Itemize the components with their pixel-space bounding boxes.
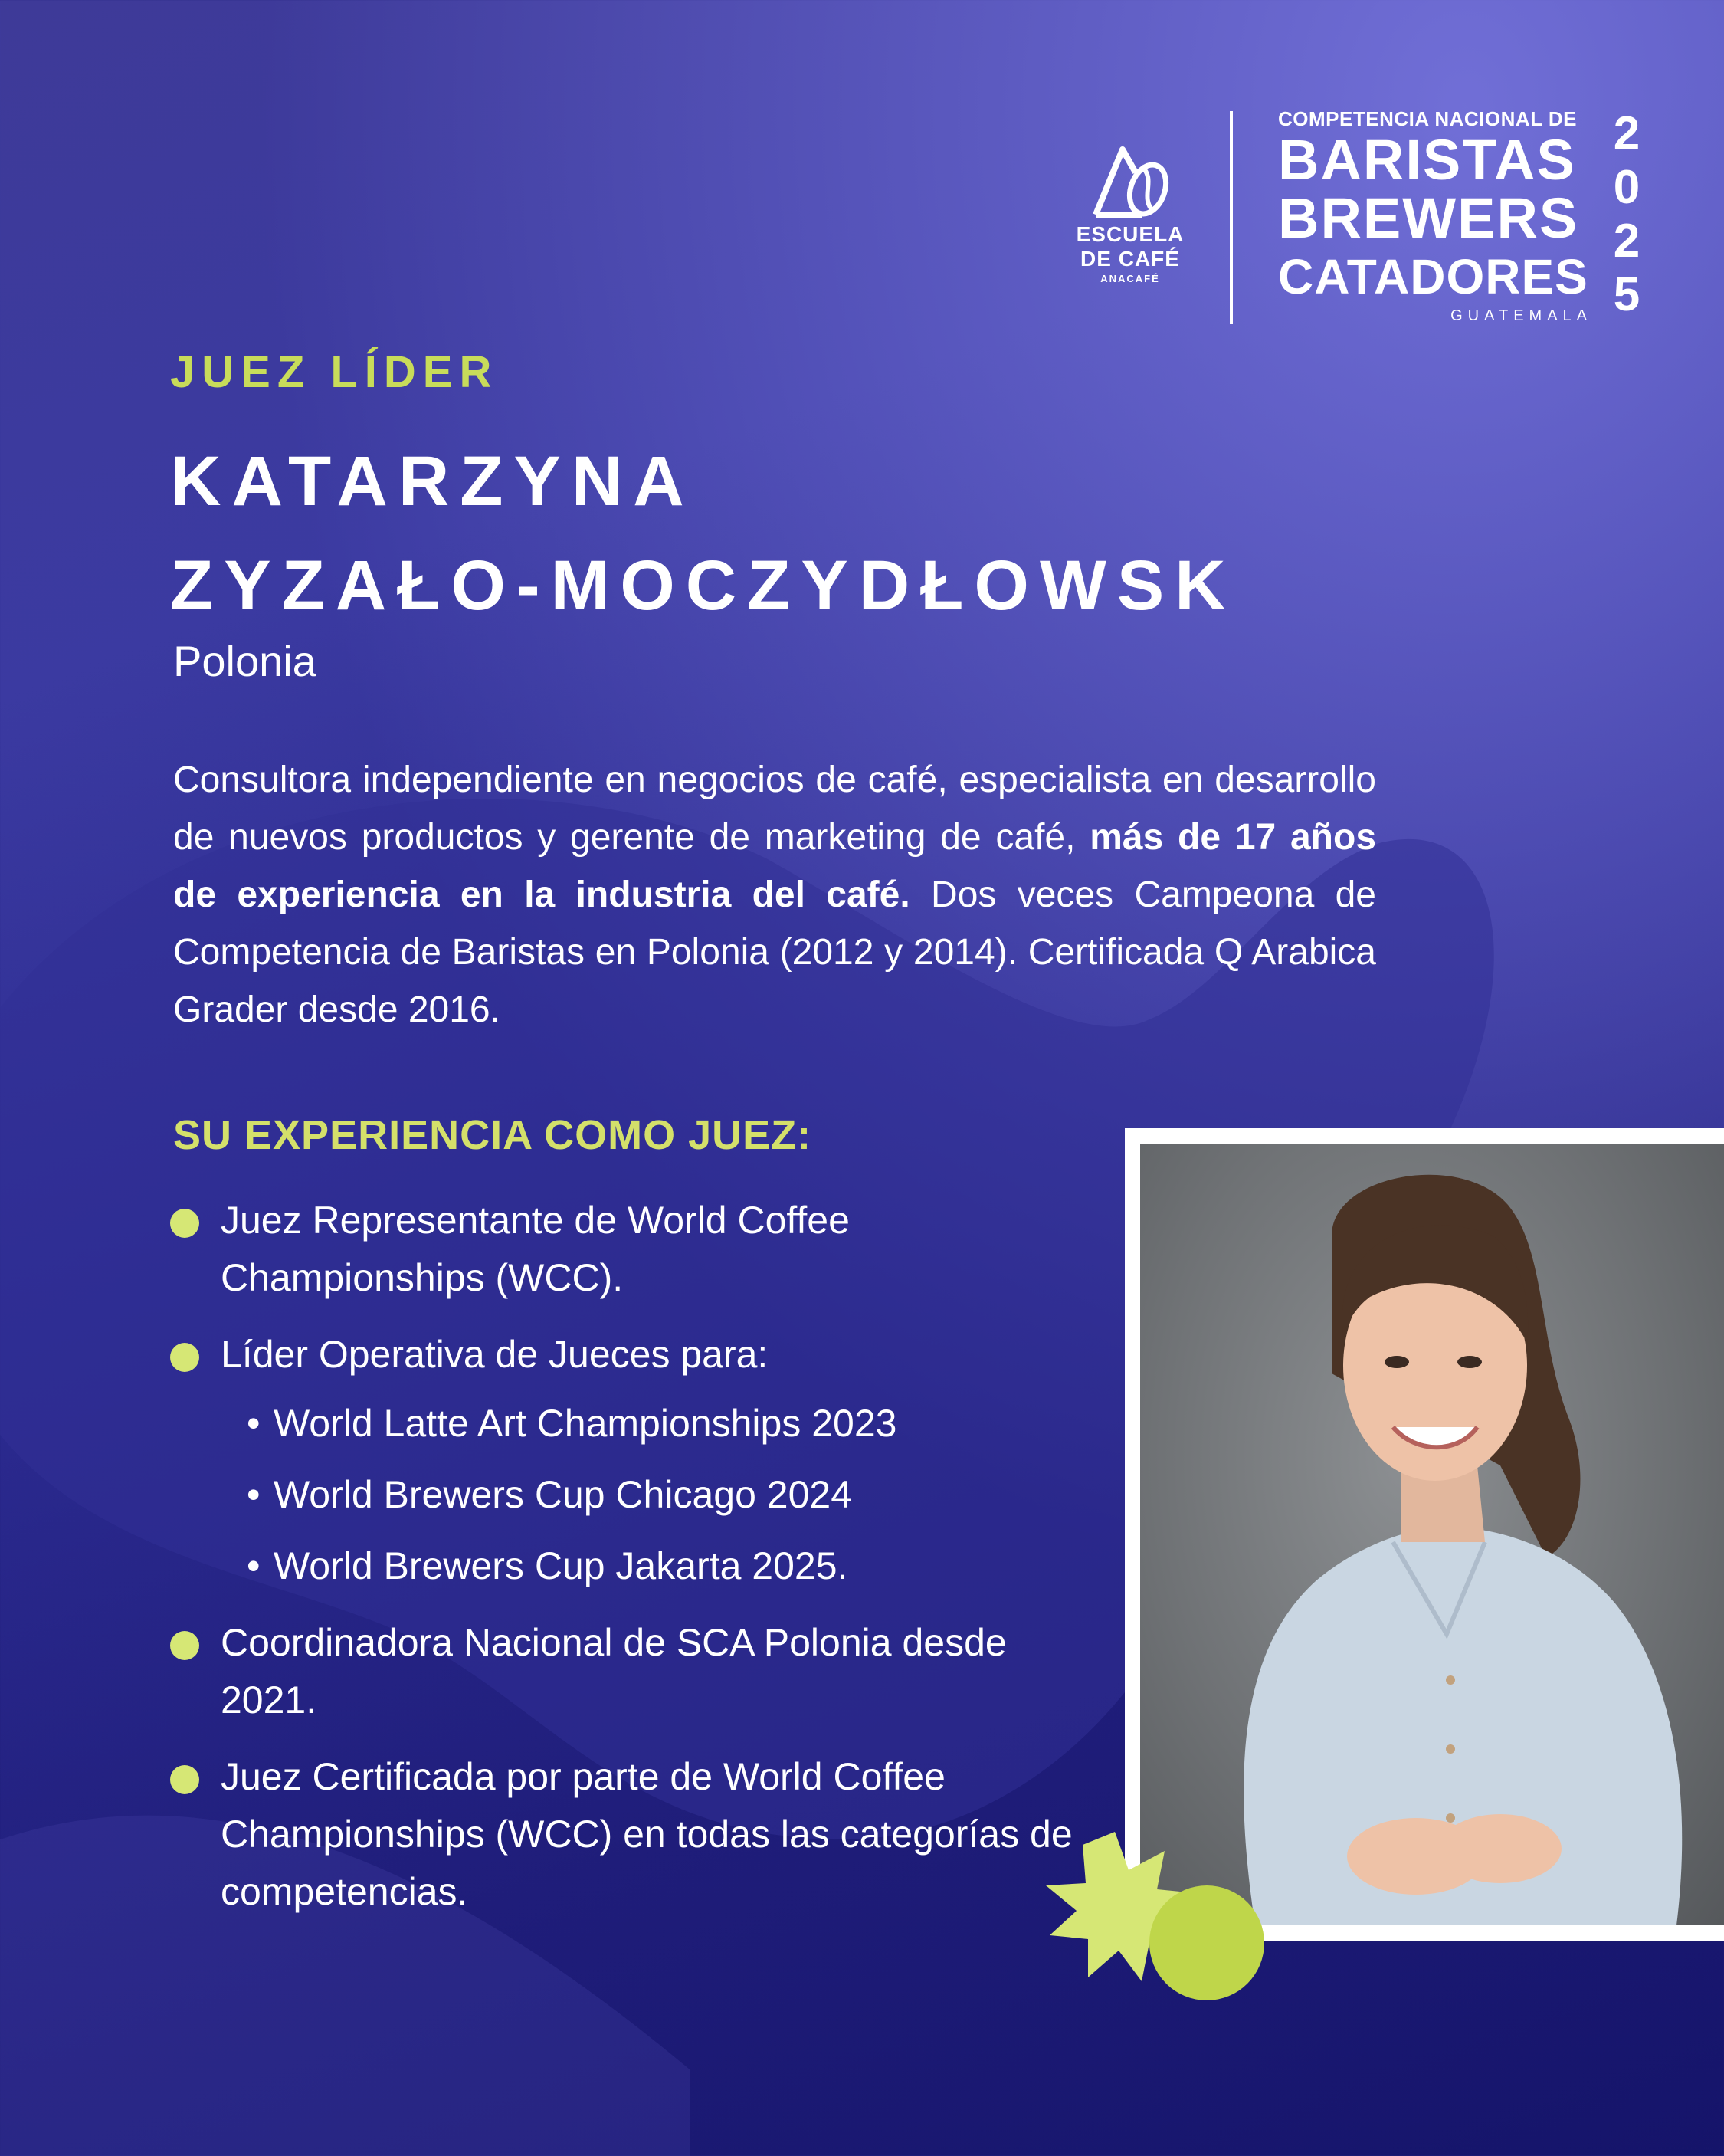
experience-sublist <box>221 1395 1090 1595</box>
sub-bullet: • <box>247 1473 261 1516</box>
logo-divider <box>1230 111 1233 324</box>
judge-country: Polonia <box>173 637 316 685</box>
year-digit: 2 <box>1613 215 1640 267</box>
coffee-bean-mountain-icon <box>1088 142 1172 222</box>
experience-item <box>170 1748 1094 1921</box>
bullet-dot <box>170 1631 199 1660</box>
experience-subitem-text: World Latte Art Championships 2023 <box>274 1402 897 1445</box>
experience-title: SU EXPERIENCIA COMO JUEZ: <box>173 1112 812 1158</box>
experience-subitem <box>170 1395 1090 1452</box>
experience-item <box>170 1614 1090 1729</box>
sub-bullet: • <box>247 1402 261 1445</box>
experience-item-text: Coordinadora Nacional de SCA Polonia desde 2021. <box>221 1621 1007 1721</box>
portrait-frame <box>1125 1128 1724 1941</box>
experience-subitem <box>170 1537 1090 1595</box>
school-name-line3: ANACAFÉ <box>1100 273 1160 284</box>
judge-name-line1: KATARZYNA <box>170 442 695 520</box>
portrait-illustration <box>1140 1144 1724 1925</box>
competition-year <box>1608 107 1646 322</box>
judge-name-line2: ZYZAŁO-MOCZYDŁOWSK <box>170 546 1237 625</box>
competition-catadores: CATADORES <box>1278 249 1588 304</box>
experience-item-text: Juez Certificada por parte de World Coffee Championships (WCC) en todas las categorías de competencias. <box>221 1755 1073 1913</box>
judge-bio <box>173 751 1376 1039</box>
escuela-de-cafe-logo <box>1061 142 1199 284</box>
experience-item <box>170 1326 1090 1595</box>
school-name-line2: DE CAFÉ <box>1080 247 1180 271</box>
bullet-dot <box>170 1209 199 1238</box>
bullet-dot <box>170 1343 199 1372</box>
sub-bullet: • <box>247 1544 261 1587</box>
experience-subitem-text: World Brewers Cup Jakarta 2025. <box>274 1544 848 1587</box>
bio-highlight: más de 17 años de experiencia en la industria del café. <box>173 817 1377 915</box>
competition-subtitle: COMPETENCIA NACIONAL DE <box>1278 107 1577 130</box>
competition-location: GUATEMALA <box>1450 307 1592 324</box>
bullet-dot <box>170 1765 199 1794</box>
experience-subitem-text: World Brewers Cup Chicago 2024 <box>274 1473 853 1516</box>
bio-text-2: Dos veces Campeona de Competencia de Baristas en Polonia (2012 y 2014). Certificada Q Arabica Grader desde 2016. <box>173 875 1376 1030</box>
year-digit: 2 <box>1613 107 1640 160</box>
bio-text-1: Consultora independiente en negocios de café, especialista en desarrollo de nuevos productos y gerente de marketing de café, <box>173 760 1376 858</box>
year-digit: 5 <box>1613 268 1640 321</box>
competition-logo <box>1278 107 1592 325</box>
decorative-starburst-icon <box>1031 1828 1276 2004</box>
experience-subitem <box>170 1466 1090 1524</box>
school-name-line1: ESCUELA <box>1076 222 1185 246</box>
year-digit: 0 <box>1613 161 1640 214</box>
experience-item-text: Líder Operativa de Jueces para: <box>221 1333 769 1376</box>
competition-brewers: BREWERS <box>1278 186 1579 250</box>
judge-role: JUEZ LÍDER <box>170 347 499 397</box>
competition-baristas: BARISTAS <box>1278 128 1576 192</box>
experience-item <box>170 1192 1090 1307</box>
judge-name <box>170 429 1237 638</box>
judge-portrait-photo <box>1140 1144 1724 1925</box>
experience-item-text: Juez Representante de World Coffee Championships (WCC). <box>221 1199 850 1299</box>
experience-list <box>170 1192 1090 1940</box>
